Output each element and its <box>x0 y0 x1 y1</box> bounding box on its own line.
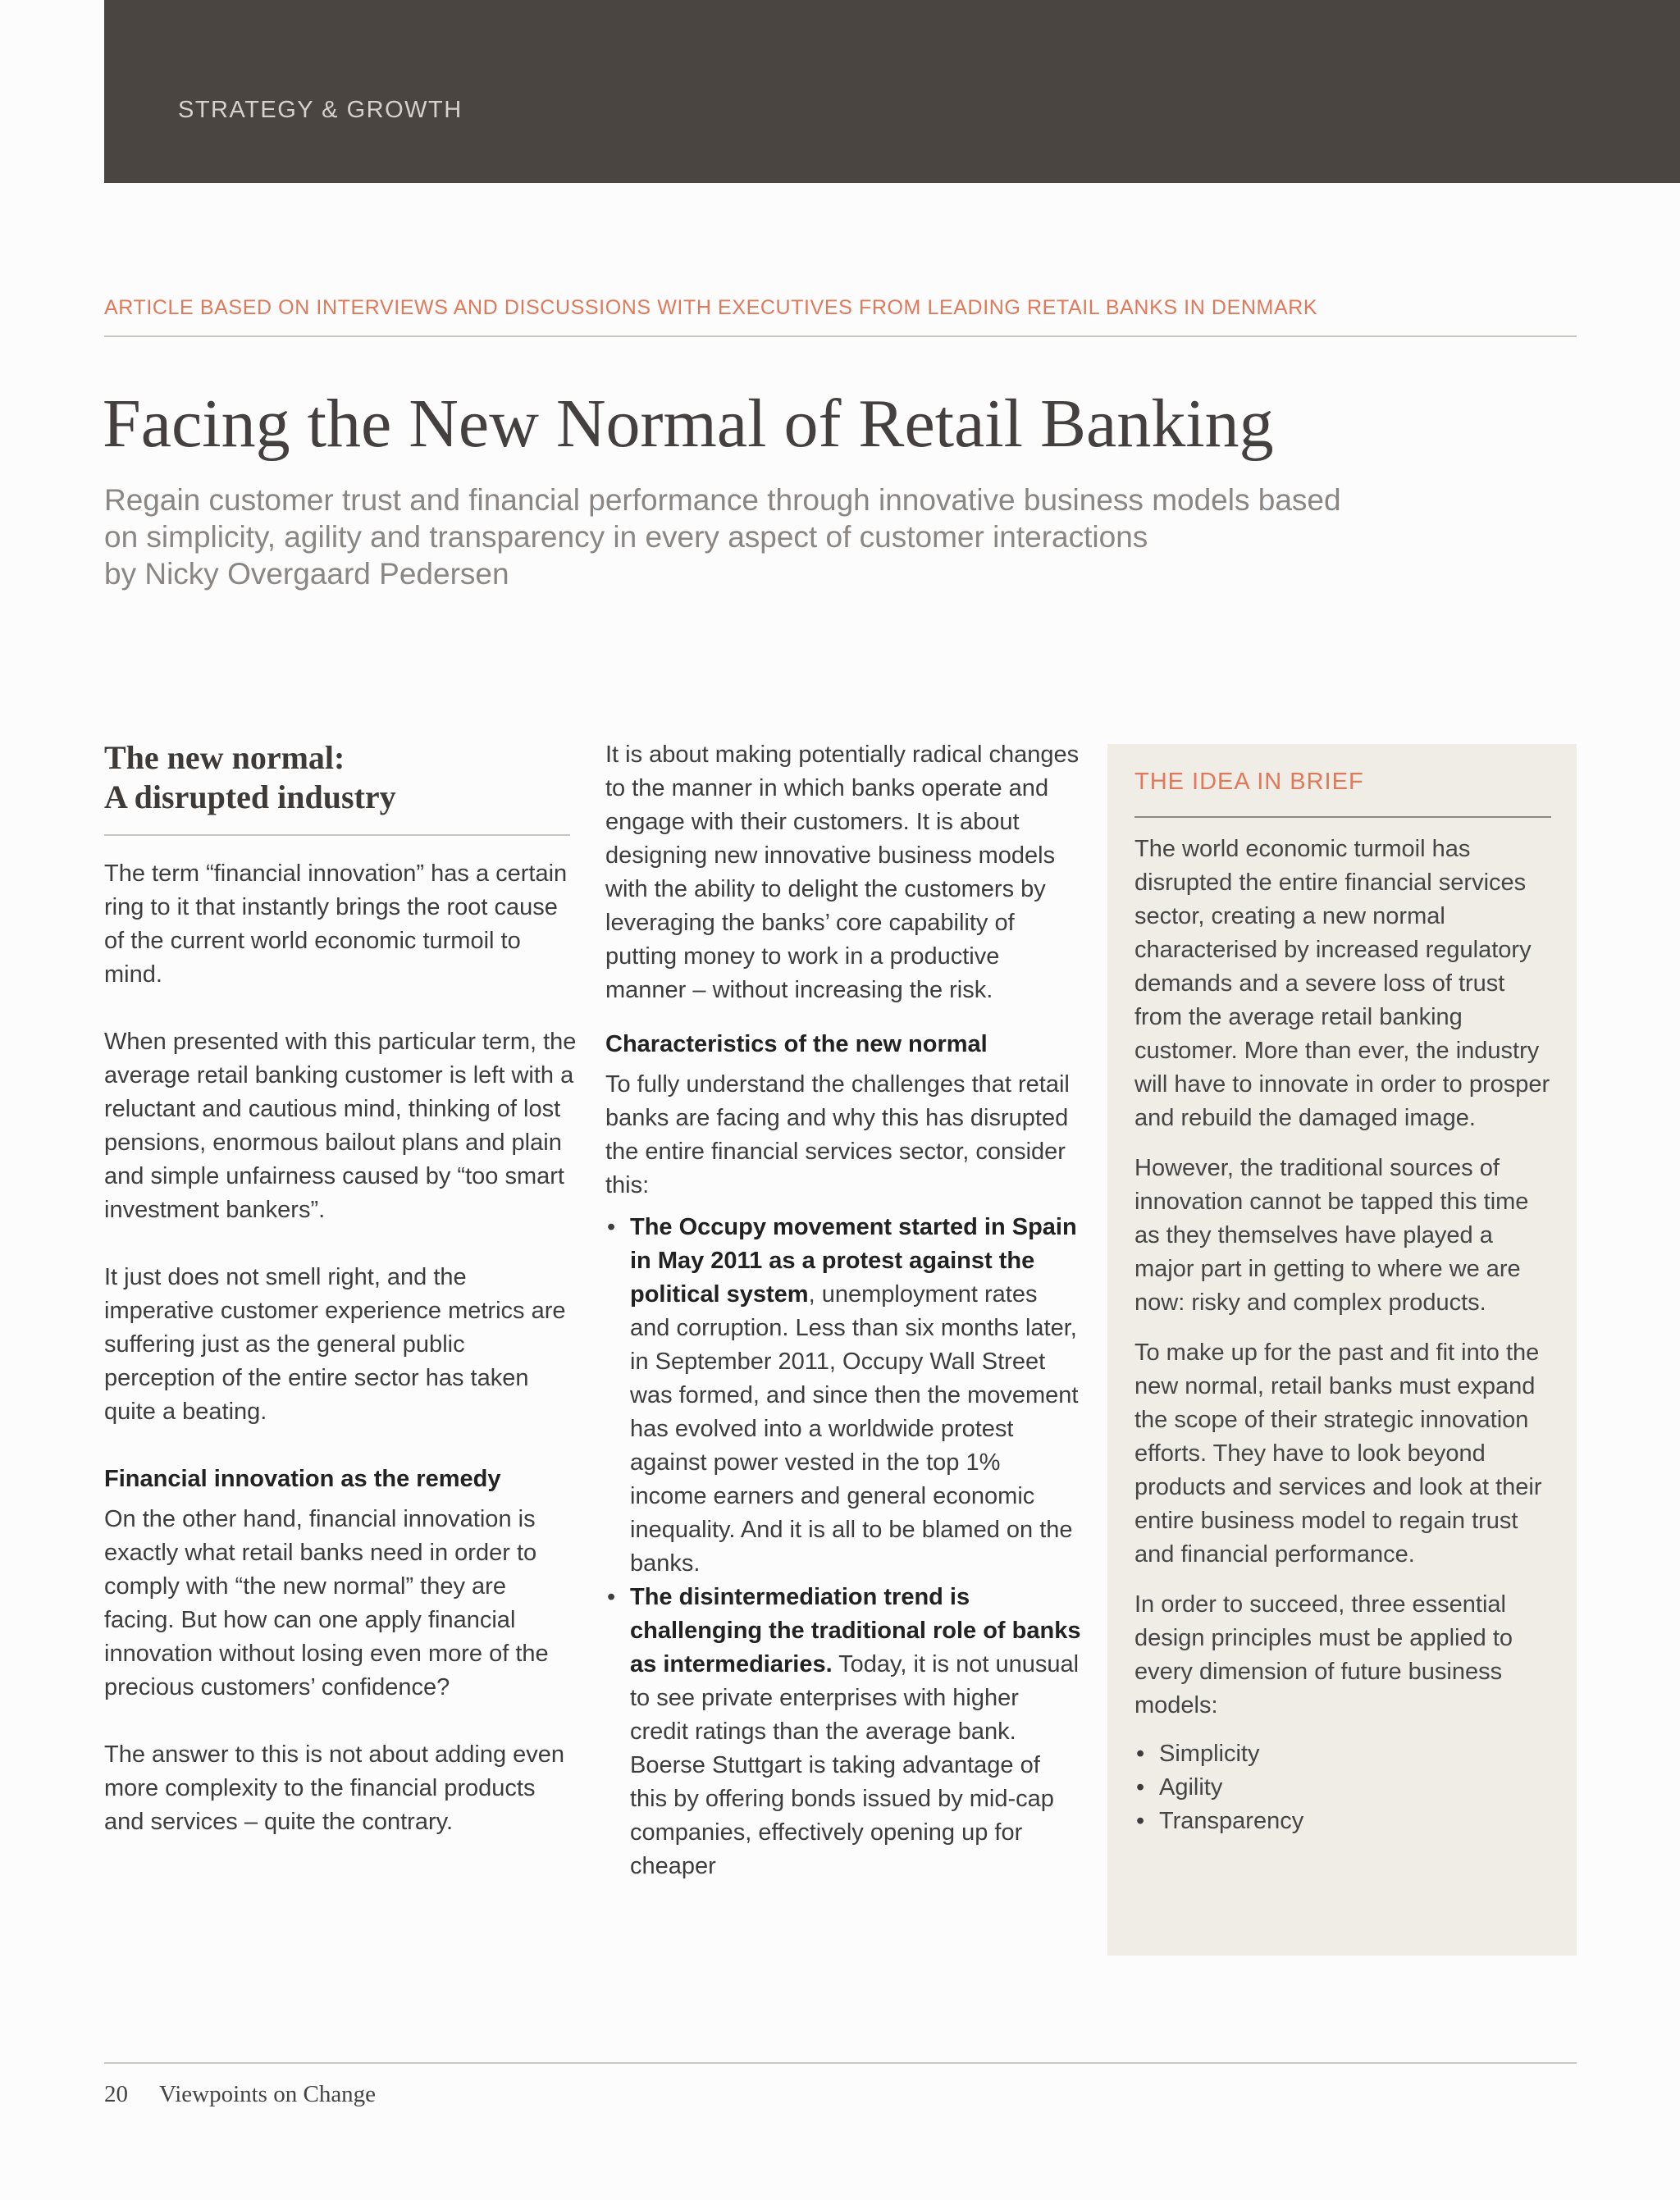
bullet-text: , unemployment rates and corruption. Less than six months later, in September 2011, Occupy Wall Street was formed, and since then the movement has evolved into a worldwide protest against power vested in the top 1% income earners and general economic inequality. And it is all to be blamed on the banks. <box>630 1281 1079 1577</box>
brief-paragraph: To make up for the past and fit into the new normal, retail banks must expand the scope of their strategic innovation efforts. They have to look beyond products and services and look at their entire business model to regain trust and financial performance. <box>1134 1340 1542 1568</box>
article-kicker: ARTICLE BASED ON INTERVIEWS AND DISCUSSIONS WITH EXECUTIVES FROM LEADING RETAIL BANKS IN DENMARK <box>104 296 1318 319</box>
page-number: 20 <box>104 2081 128 2107</box>
brief-paragraph: The world economic turmoil has disrupted the entire financial services sector, creating a new normal characterised by increased regulatory demands and a severe loss of trust from the average retail banking customer. More than ever, the industry will have to innovate in order to prosper and rebuild the damaged image. <box>1134 836 1550 1131</box>
list-item: • Transparency <box>1134 1805 1551 1838</box>
column-2 <box>605 738 1081 1883</box>
section-heading <box>104 738 580 817</box>
column-1 <box>104 738 580 1839</box>
section-header-bar <box>104 0 1680 183</box>
list-item <box>605 1581 1081 1883</box>
bullet-list <box>605 1211 1081 1883</box>
section-label: STRATEGY & GROWTH <box>178 97 463 123</box>
principles-list <box>1134 1737 1551 1838</box>
body-paragraph: When presented with this particular term, the average retail banking customer is left with a reluctant and cautious mind, thinking of lost pensions, enormous bailout plans and plain and simple unfairness caused by “too smart investment bankers”. <box>104 1029 577 1223</box>
divider <box>1134 816 1551 818</box>
list-item: • Simplicity <box>1134 1737 1551 1771</box>
body-paragraph: On the other hand, financial innovation is exactly what retail banks need in order to comply with “the new normal” they are facing. But how can one apply financial innovation without losing even more of the precious customers’ confidence? <box>104 1506 549 1700</box>
body-paragraph: It is about making potentially radical changes to the manner in which banks operate and engage with their customers. It is about designing new innovative business models with the ability to delight the customers by leveraging the banks’ core capability of putting money to work in a productive manner – without increasing the risk. <box>605 742 1080 1003</box>
divider <box>104 335 1577 337</box>
publication-name: Viewpoints on Change <box>159 2081 377 2107</box>
bullet-text: Today, it is not unusual to see private enterprises with higher credit ratings than the average bank. Boerse Stuttgart is taking advantage of this by offering bonds issued by mid-cap companies, effectively opening up for cheaper <box>630 1651 1080 1879</box>
page-footer <box>104 2081 376 2108</box>
section-heading-line: A disrupted industry <box>104 778 396 815</box>
idea-in-brief-box <box>1107 744 1577 1956</box>
divider <box>104 834 570 836</box>
list-item <box>605 1211 1081 1581</box>
subheading: Characteristics of the new normal <box>605 1031 988 1057</box>
bullet-lead: The disintermediation trend is challenging the traditional role of banks as intermediaries. <box>630 1584 1081 1677</box>
dek-line: on simplicity, agility and transparency in every aspect of customer interactions <box>104 520 1148 554</box>
brief-paragraph: In order to succeed, three essential design principles must be applied to every dimension of future business models: <box>1134 1591 1513 1718</box>
body-paragraph: It just does not smell right, and the imperative customer experience metrics are suffering just as the general public perception of the entire sector has taken quite a beating. <box>104 1264 566 1425</box>
article-title: Facing the New Normal of Retail Banking <box>103 386 1274 462</box>
subheading: Financial innovation as the remedy <box>104 1466 501 1492</box>
footer-divider <box>104 2062 1577 2064</box>
byline: by Nicky Overgaard Pedersen <box>104 557 509 591</box>
body-paragraph: To fully understand the challenges that retail banks are facing and why this has disrupted the entire financial services sector, consider this: <box>605 1071 1070 1198</box>
body-paragraph: The answer to this is not about adding even more complexity to the financial products and services – quite the contrary. <box>104 1741 565 1835</box>
article-dek <box>104 482 1564 592</box>
dek-line: Regain customer trust and financial performance through innovative business models based <box>104 483 1341 517</box>
body-paragraph: The term “financial innovation” has a certain ring to it that instantly brings the root cause of the current world economic turmoil to mind. <box>104 860 568 988</box>
brief-title: THE IDEA IN BRIEF <box>1134 769 1364 795</box>
list-item: • Agility <box>1134 1771 1551 1805</box>
bullet-lead: The Occupy movement started in Spain in May 2011 as a protest against the political system <box>630 1214 1077 1308</box>
section-heading-line: The new normal: <box>104 739 345 776</box>
brief-paragraph: However, the traditional sources of innovation cannot be tapped this time as they themselves have played a major part in getting to where we are now: risky and complex products. <box>1134 1155 1529 1316</box>
